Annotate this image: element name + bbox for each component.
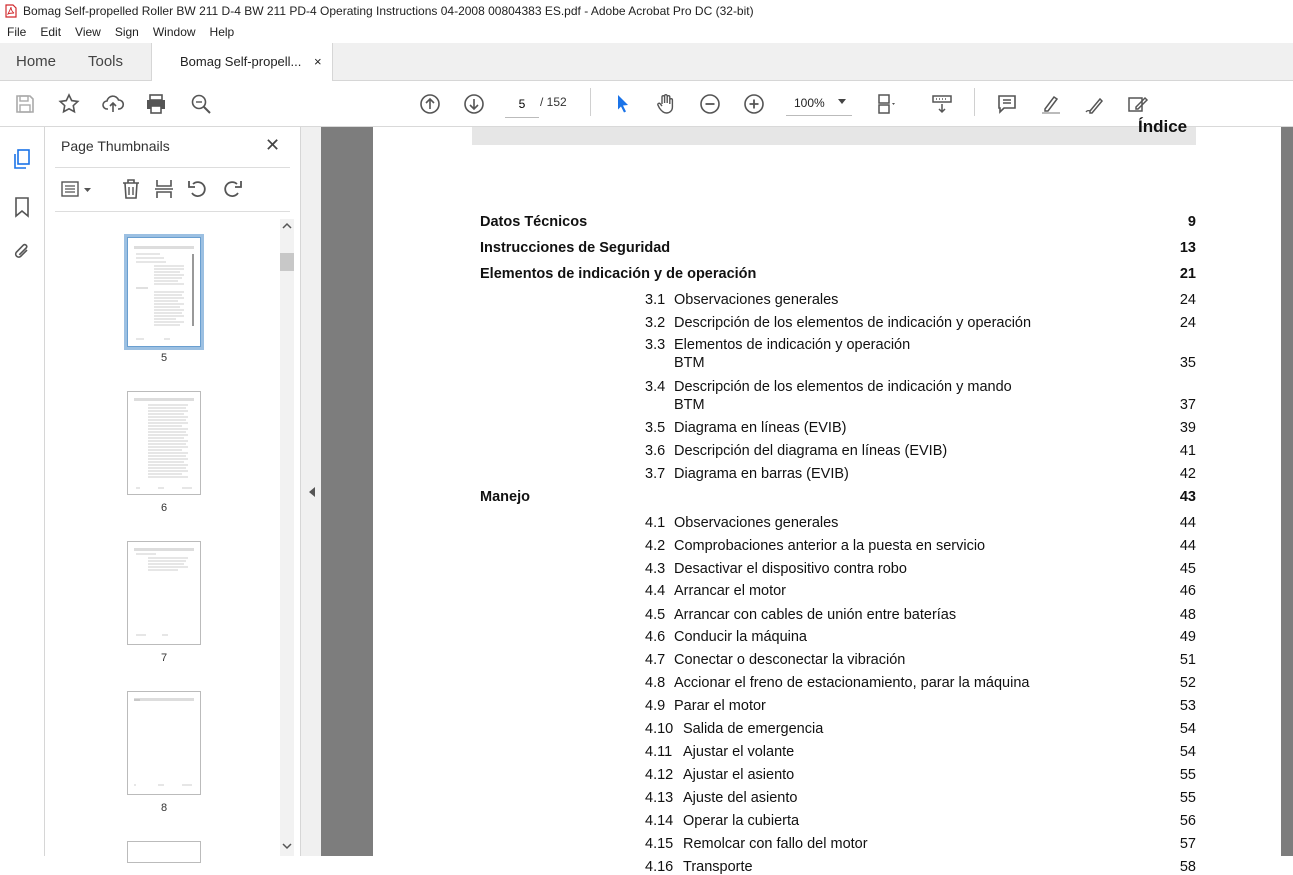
toc-page-number: 41: [1179, 443, 1196, 459]
toolbar-divider: [974, 88, 975, 116]
tab-close-icon[interactable]: ×: [314, 54, 322, 69]
menu-help[interactable]: Help: [209, 25, 235, 39]
edit-pdf-icon[interactable]: [1125, 91, 1151, 117]
delete-page-icon[interactable]: [119, 177, 143, 201]
toc-page-number: 37: [1179, 397, 1196, 413]
menu-edit[interactable]: Edit: [40, 25, 62, 39]
toc-page-number: 49: [1179, 629, 1196, 645]
toc-section-label: Parar el motor: [674, 698, 766, 714]
toc-section-label: Accionar el freno de estacionamiento, parar la máquina: [674, 675, 1030, 691]
toc-section-number: 4.11: [645, 744, 673, 760]
toc-section-label: Arrancar el motor: [674, 583, 787, 599]
zoom-search-icon[interactable]: [188, 91, 214, 117]
document-viewport[interactable]: [321, 117, 1293, 875]
scroll-down-icon[interactable]: [282, 843, 292, 849]
toc-section-number: 4.4: [645, 583, 666, 599]
toc-section-label: Descripción de los elementos de indicación y operación: [674, 315, 1032, 331]
thumbnails-panel-title: Page Thumbnails: [61, 138, 170, 154]
tab-document-label: Bomag Self-propell...: [180, 54, 302, 69]
draw-sign-icon[interactable]: [1082, 91, 1108, 117]
toc-section-label: Ajustar el asiento: [683, 767, 795, 783]
collapse-panel-icon[interactable]: [309, 487, 315, 497]
zoom-level-dropdown[interactable]: [786, 91, 852, 116]
tab-bar: [0, 43, 1293, 81]
page-layout-icon[interactable]: [874, 91, 900, 117]
thumbnail-page-5[interactable]: [127, 237, 201, 347]
scrollbar-thumb[interactable]: [280, 253, 294, 271]
toc-section-label: Diagrama en barras (EVIB): [674, 466, 849, 482]
toc-section-number: 4.9: [645, 698, 666, 714]
toc-page-number: 55: [1179, 767, 1196, 783]
tab-tools[interactable]: Tools: [88, 53, 124, 70]
toc-page-number: 56: [1179, 813, 1196, 829]
toc-page-number: 52: [1179, 675, 1196, 691]
thumbnail-page-9[interactable]: [127, 841, 201, 863]
toc-section-number: 3.6: [645, 443, 666, 459]
extract-page-icon[interactable]: [152, 177, 176, 201]
zoom-level-value: 100%: [794, 96, 825, 110]
scroll-up-icon[interactable]: [282, 223, 292, 229]
toc-page-number: 13: [1179, 240, 1196, 256]
toc-section-label: Diagrama en líneas (EVIB): [674, 420, 847, 436]
toc-section-number: 4.16: [645, 859, 674, 875]
toc-section-label: Operar la cubierta: [683, 813, 800, 829]
toc-section-number: 3.4: [645, 379, 666, 395]
window-title: Bomag Self-propelled Roller BW 211 D-4 BW 211 PD-4 Operating Instructions 04-2008 00804383 ES.pdf - Adobe Acrobat Pro DC (32-bit): [23, 4, 754, 18]
toc-page-number: 48: [1179, 607, 1196, 623]
toc-section-label: Comprobaciones anterior a la puesta en servicio: [674, 538, 986, 554]
scrolling-mode-icon[interactable]: [929, 91, 955, 117]
close-panel-icon[interactable]: ✕: [265, 135, 281, 155]
toc-section-number: 4.15: [645, 836, 674, 852]
toc-section-number: 3.1: [645, 292, 666, 308]
toc-section-number: 3.3: [645, 337, 666, 353]
comment-icon[interactable]: [994, 91, 1020, 117]
chevron-down-icon: [838, 99, 846, 104]
thumbnail-page-number: 8: [160, 802, 168, 814]
toc-page-number: 43: [1179, 489, 1196, 505]
toc-section-number: 4.3: [645, 561, 666, 577]
highlight-pen-icon[interactable]: [1038, 91, 1064, 117]
toc-section-label: Salida de emergencia: [683, 721, 824, 737]
navigation-rail: [0, 127, 45, 856]
toc-section-label: Conducir la máquina: [674, 629, 807, 645]
toc-section-number: 4.12: [645, 767, 674, 783]
toc-chapter-label: Elementos de indicación y de operación: [480, 266, 757, 282]
toc-chapter-label: Manejo: [480, 489, 530, 505]
upload-share-icon[interactable]: [100, 91, 126, 117]
toc-page-number: 54: [1179, 744, 1196, 760]
attachment-icon[interactable]: [10, 240, 34, 264]
toc-section-number: 4.10: [645, 721, 674, 737]
menu-bar: [0, 22, 1293, 43]
toc-page-number: 35: [1179, 355, 1196, 371]
toc-page-number: 39: [1179, 420, 1196, 436]
toc-page-number: 55: [1179, 790, 1196, 806]
toc-section-number: 3.5: [645, 420, 666, 436]
toc-section-label: Transporte: [683, 859, 753, 875]
toc-section-number: 4.1: [645, 515, 666, 531]
toc-section-label: Arrancar con cables de unión entre baterías: [674, 607, 957, 623]
page-thumbnails-icon[interactable]: [10, 147, 34, 171]
toc-section-label: Conectar o desconectar la vibración: [674, 652, 906, 668]
toc-page-number: 44: [1179, 515, 1196, 531]
panel-divider: [55, 167, 290, 168]
thumbnail-page-number: 5: [160, 352, 168, 364]
toolbar-divider: [590, 88, 591, 116]
zoom-in-icon[interactable]: [741, 91, 767, 117]
rotate-left-icon[interactable]: [186, 177, 210, 201]
toc-chapter-label: Instrucciones de Seguridad: [480, 240, 671, 256]
thumbnail-preview: [128, 692, 200, 794]
toc-section-number: 4.14: [645, 813, 674, 829]
thumbnail-page-6[interactable]: [127, 391, 201, 495]
toc-page-number: 57: [1179, 836, 1196, 852]
acrobat-pdf-icon: [5, 4, 17, 18]
next-page-icon[interactable]: [461, 91, 487, 117]
thumbnail-options-icon[interactable]: [59, 177, 93, 201]
thumbnail-page-number: 6: [160, 502, 168, 514]
menu-view[interactable]: View: [75, 25, 101, 39]
toc-page-number: 9: [1187, 214, 1196, 230]
toc-section-number: 4.2: [645, 538, 666, 554]
page-header-title: Índice: [1138, 117, 1188, 136]
tab-document[interactable]: [151, 43, 333, 81]
star-bookmark-icon[interactable]: [56, 91, 82, 117]
toc-page-number: 24: [1179, 315, 1196, 331]
toc-section-label: Descripción del diagrama en líneas (EVIB): [674, 443, 948, 459]
menu-window[interactable]: Window: [152, 25, 196, 39]
toc-section-number: 4.8: [645, 675, 666, 691]
thumbnail-page-number: 7: [160, 652, 168, 664]
thumbnail-preview: [128, 392, 200, 494]
toc-section-number: 3.7: [645, 466, 666, 482]
toc-section-label-continued: BTM: [674, 397, 705, 413]
previous-page-icon[interactable]: [417, 91, 443, 117]
select-pointer-icon[interactable]: [609, 91, 635, 117]
page-number-input[interactable]: [505, 91, 539, 118]
hand-tool-icon[interactable]: [653, 91, 679, 117]
save-icon[interactable]: [12, 91, 38, 117]
toc-section-label: Remolcar con fallo del motor: [683, 836, 868, 852]
bookmark-icon[interactable]: [10, 195, 34, 219]
toc-section-label: Observaciones generales: [674, 515, 839, 531]
page-total: / 152: [540, 95, 567, 109]
toc-section-label: Elementos de indicación y operación: [674, 337, 911, 353]
zoom-out-icon[interactable]: [697, 91, 723, 117]
toc-page-number: 51: [1179, 652, 1196, 668]
toc-page-number: 42: [1179, 466, 1196, 482]
toc-section-label: Observaciones generales: [674, 292, 839, 308]
thumbnails-panel: [45, 127, 300, 856]
toc-page-number: 58: [1179, 859, 1196, 875]
thumbnail-page-7[interactable]: [127, 541, 201, 645]
toc-section-label: Ajustar el volante: [683, 744, 795, 760]
toc-page-number: 24: [1179, 292, 1196, 308]
main-toolbar: [0, 81, 1293, 127]
toc-section-number: 3.2: [645, 315, 666, 331]
toc-page-number: 45: [1179, 561, 1196, 577]
pdf-page: [373, 117, 1281, 875]
toc-section-label-continued: BTM: [674, 355, 705, 371]
toc-section-label: Ajuste del asiento: [683, 790, 798, 806]
table-of-contents: [373, 127, 1281, 875]
toc-section-label: Desactivar el dispositivo contra robo: [674, 561, 907, 577]
toc-section-number: 4.13: [645, 790, 674, 806]
window-title-bar: [0, 0, 1293, 22]
toc-section-number: 4.6: [645, 629, 666, 645]
rotate-right-icon[interactable]: [220, 177, 244, 201]
toc-page-number: 46: [1179, 583, 1196, 599]
thumbnail-preview: [128, 238, 200, 346]
toc-page-number: 44: [1179, 538, 1196, 554]
menu-sign[interactable]: Sign: [114, 25, 139, 39]
print-icon[interactable]: [143, 91, 169, 117]
toc-section-number: 4.5: [645, 607, 666, 623]
panel-divider: [55, 211, 290, 212]
toc-chapter-label: Datos Técnicos: [480, 214, 588, 230]
toc-section-label: Descripción de los elementos de indicación y mando: [674, 379, 1012, 395]
tab-home[interactable]: Home: [16, 53, 57, 70]
panel-collapse-handle[interactable]: [300, 127, 322, 856]
thumbnail-preview: [128, 542, 200, 644]
thumbnail-page-8[interactable]: [127, 691, 201, 795]
toc-page-number: 21: [1179, 266, 1196, 282]
toc-page-number: 53: [1179, 698, 1196, 714]
menu-file[interactable]: File: [7, 25, 27, 39]
toc-section-number: 4.7: [645, 652, 666, 668]
thumbnails-scrollbar[interactable]: [280, 219, 294, 856]
toc-page-number: 54: [1179, 721, 1196, 737]
